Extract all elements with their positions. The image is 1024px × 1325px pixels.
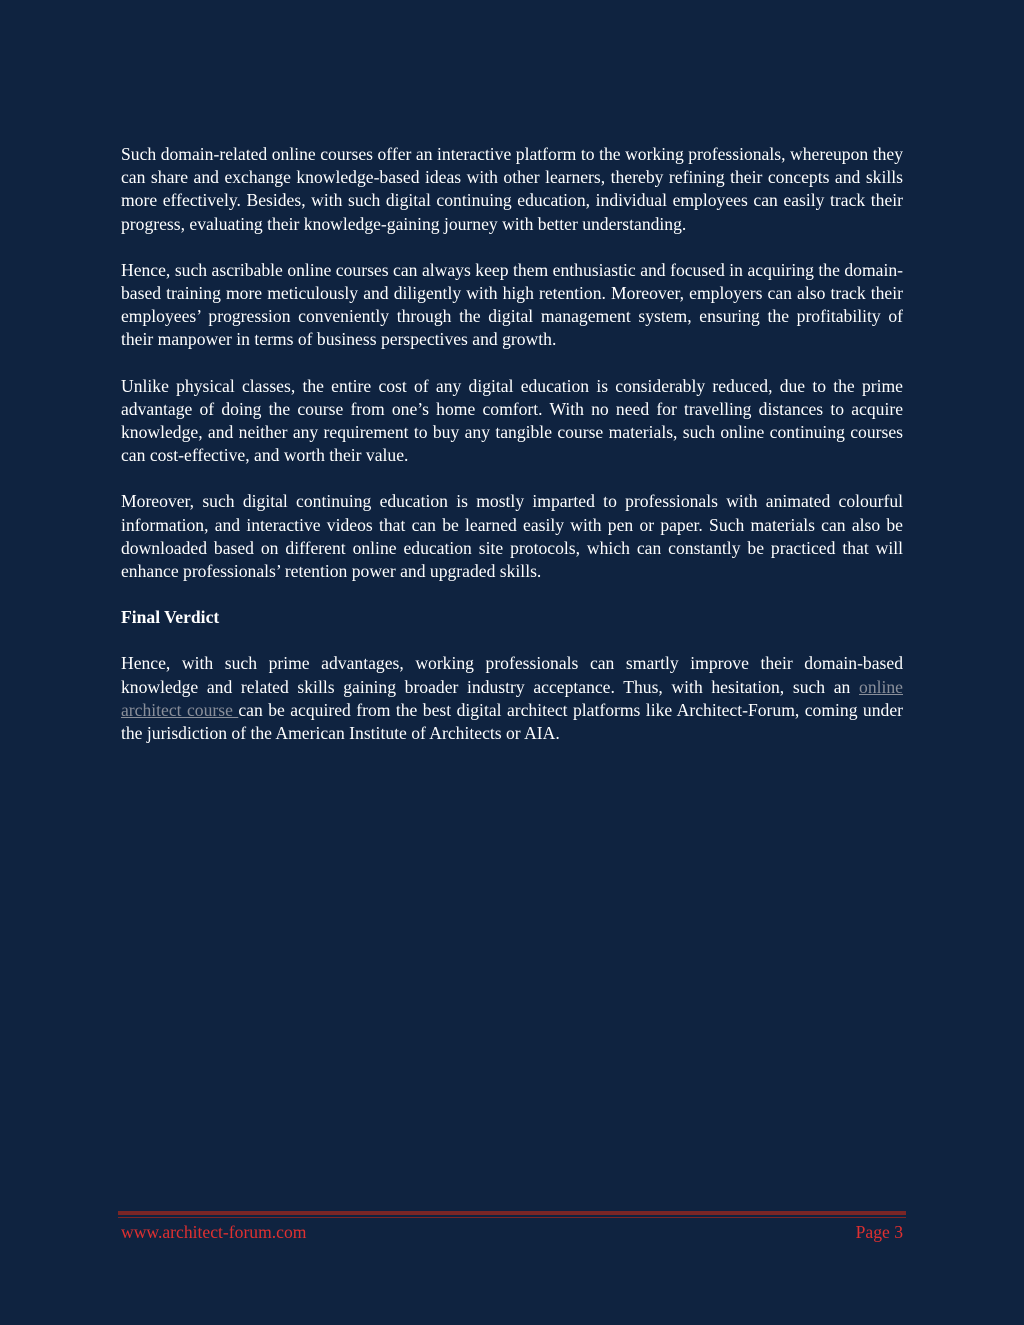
paragraph-1: Such domain-related online courses offer an interactive platform to the working professionals, whereupon they can share and exchange knowledge-based ideas with other learners, thereby refining their concepts and skills more effectively. Besides, with such digital continuing education, individual employees can easily track their progress, evaluating their knowledge-gaining journey with better understanding. (121, 144, 903, 234)
footer-divider (118, 1211, 906, 1215)
footer-page-number: Page 3 (855, 1222, 903, 1242)
final-text-end: can be acquired from the best digital architect platforms like Architect-Forum, coming under the jurisdiction of the American Institute of Architects or AIA. (121, 699, 903, 744)
footer-divider-thin (118, 1217, 906, 1218)
final-text-start: Hence, with such prime advantages, working professionals can smartly improve their domain-based knowledge and related skills gaining broader industry acceptance. Thus, with hesitation, such an (121, 653, 903, 697)
paragraph-3: Unlike physical classes, the entire cost of any digital education is considerably reduced, due to the prime advantage of doing the course from one’s home comfort. With no need for travelling distances to acquire knowledge, and neither any requirement to buy any tangible course materials, such online continuing courses can cost-effective, and worth their value. (121, 375, 903, 466)
online-architect-course-link[interactable]: online architect course (121, 676, 903, 720)
paragraph-4: Moreover, such digital continuing education is mostly imparted to professionals with animated colourful information, and interactive videos that can be learned easily with pen or paper. Such materials can also be downloaded based on different online education site protocols, which can constantly be practiced that will enhance professionals’ retention power and upgraded skills. (121, 491, 903, 582)
section-heading: Final Verdict (121, 607, 220, 628)
paragraph-2: Hence, such ascribable online courses can always keep them enthusiastic and focused in acquiring the domain-based training more meticulously and diligently with high retention. Moreover, employers can also track their employees’ progression conveniently through the digital management system, ensuring the profitability of their manpower in terms of business perspectives and growth. (121, 259, 903, 350)
footer-website: www.architect-forum.com (121, 1222, 307, 1242)
final-paragraph (121, 652, 903, 745)
page-content (121, 143, 903, 768)
